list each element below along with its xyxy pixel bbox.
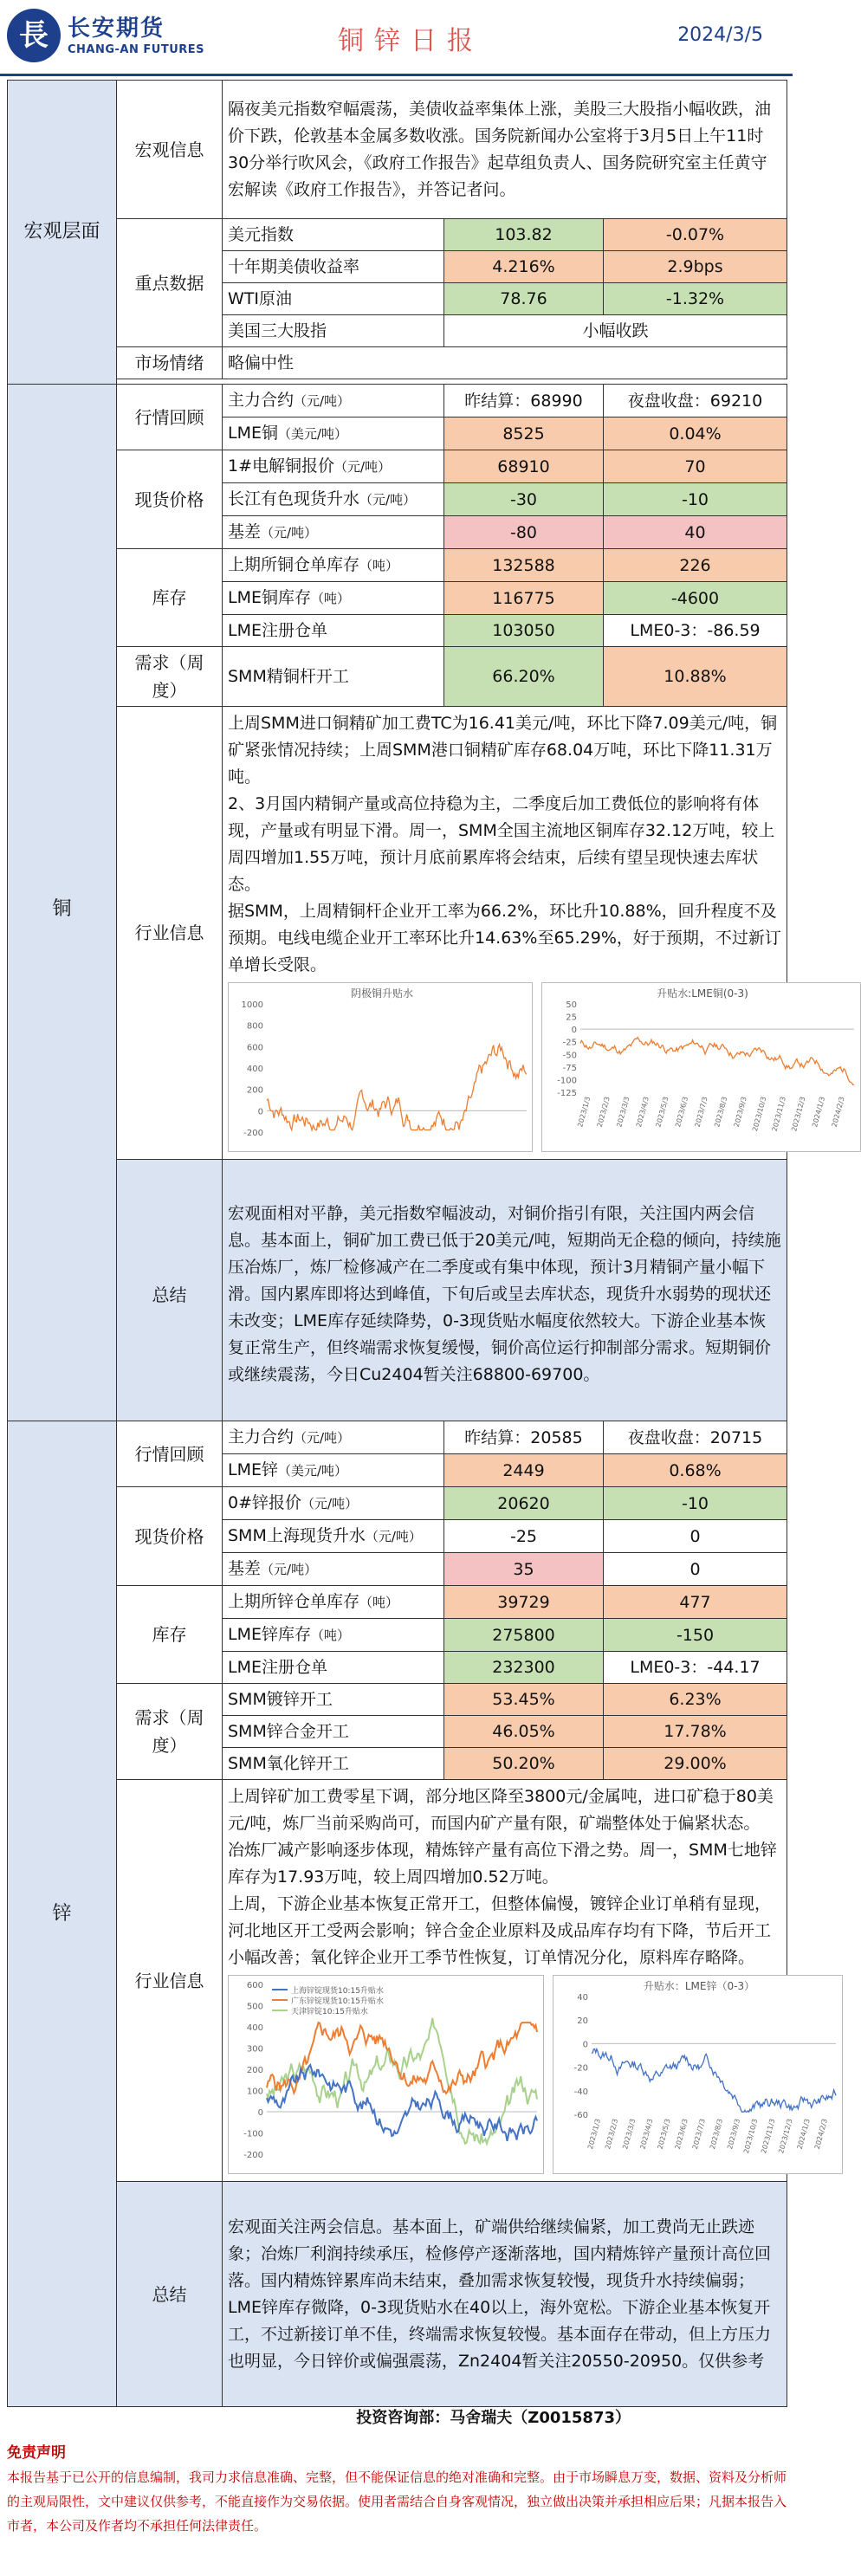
cu-demand-name: SMM精铜杆开工: [223, 647, 444, 707]
y-tick-label: 400: [246, 1065, 263, 1074]
x-tick-label: 2023/5/3: [656, 2118, 672, 2151]
zn-demand-label: 需求（周度）: [117, 1684, 223, 1780]
cu-stock-label: 库存: [117, 549, 223, 647]
x-tick-label: 2024/1/3: [795, 2118, 812, 2151]
cu-stock-v1: 116775: [444, 582, 604, 615]
cu-main-night: 夜盘收盘：69210: [604, 385, 787, 417]
zn-spot-v2: -10: [604, 1487, 787, 1520]
report-title: 铜锌日报: [338, 26, 483, 56]
x-tick-label: 2023/9/3: [725, 2118, 741, 2151]
y-tick-label: 1000: [241, 1000, 263, 1010]
section-zinc: 锌: [8, 1421, 117, 2407]
zn-summary-text: 宏观面关注两会信息。基本面上，矿端供给继续偏紧，加工费尚无止跌迹象；冶炼厂利润持续承压，检修停产逐渐落地，国内精炼锌产量预计高位回落。国内精炼锌累库尚未结束，叠加需求恢复较慢，现货升水持续偏弱；LME锌库存微降，0-3现货贴水在40以上，海外宽松。下游企业基本恢复开工，不过新接订单不佳，终端需求恢复较慢。基本面存在带动，但上方压力也明显，今日锌价或偏强震荡，Zn2404暂关注20550-20950。仅供参考: [223, 2182, 787, 2407]
y-tick-label: 0: [582, 2040, 588, 2050]
y-tick-label: 100: [246, 2087, 263, 2097]
y-tick-label: -20: [573, 2063, 588, 2074]
cu-spot-label: 现货价格: [117, 450, 223, 549]
y-tick-label: 40: [577, 1993, 588, 2003]
y-tick-label: 0: [257, 2108, 263, 2118]
zn-stock-name: 上期所锌仓单库存: [228, 1592, 360, 1611]
y-tick-label: -40: [573, 2087, 588, 2097]
disclaimer-text: 本报告基于已公开的信息编制，我司力求信息准确、完整，但不能保证信息的绝对准确和完整。由于市场瞬息万变，数据、资料及分析师的主观局限性，文中建议仅供参考，不能直接作为交易依据。使用者需结合自身客观情况，独立做出决策并承担相应后果；凡据本报告入市者，本公司及作者均不承担任何法律责任。: [7, 2469, 787, 2534]
zn-industry-text: 上周锌矿加工费零星下调，部分地区降至3800元/金属吨，进口矿稳于80美元/吨，炼厂当前采购尚可，而国内矿产量有限，矿端整体处于偏紧状态。 冶炼厂减产影响逐步体现，精炼锌产量有高位下滑之势。周一，SMM七地锌库存为17.93万吨，较上周四增加0.52万吨。 上周，下游企业基本恢复正常开工，但整体偏慢，镀锌企业订单稍有显现，河北地区开工受两会影响；锌合金企业原料及成品库存均有下降，节后开工小幅改善；氧化锌企业开工季节性恢复，订单情况分化，原料库存略降。: [228, 1787, 777, 1967]
zn-demand-v1: 46.05%: [444, 1716, 604, 1748]
chart-title: 阴极铜升贴水: [350, 987, 414, 1000]
zn-demand-v2: 17.78%: [604, 1716, 787, 1748]
macro-row-value: 78.76: [444, 283, 604, 315]
zn-spot-unit: （元/吨）: [301, 1496, 359, 1511]
x-tick-label: 2023/2/3: [596, 1096, 612, 1129]
x-tick-label: 2023/2/3: [603, 2118, 619, 2151]
x-tick-label: 2024/2/3: [812, 2118, 829, 2151]
cu-demand-v1: 66.20%: [444, 647, 604, 707]
zn-stock-label: 库存: [117, 1586, 223, 1684]
x-tick-label: 2023/5/3: [654, 1096, 670, 1129]
cu-spot-v1: -80: [444, 516, 604, 549]
zn-stock-v2: LME0-3：-44.17: [604, 1652, 787, 1684]
macro-info-label: 宏观信息: [117, 81, 223, 219]
disclaimer-title: 免责声明: [7, 2444, 66, 2462]
cu-stock-v2: 226: [604, 549, 787, 582]
macro-row-change: -0.07%: [604, 219, 787, 251]
x-tick-label: 2023/1/3: [576, 1096, 592, 1129]
zn-industry-label: 行业信息: [117, 1780, 223, 2182]
cu-spot-unit: （元/吨）: [261, 525, 318, 540]
disclaimer: [7, 2441, 787, 2538]
zn-main-name: 主力合约: [228, 1427, 295, 1447]
macro-row-value: 小幅收跌: [444, 315, 787, 347]
series-line: [267, 1045, 527, 1130]
company-name-en: CHANG-AN FUTURES: [68, 43, 205, 56]
macro-row-change: -1.32%: [604, 283, 787, 315]
x-tick-label: 2023/12/3: [790, 1096, 807, 1133]
y-tick-label: -200: [243, 2151, 263, 2160]
cu-main-prev: 昨结算：68990: [444, 385, 604, 417]
advisor-info: 投资咨询部：马舍瑞夫（Z0015873）: [356, 2409, 631, 2427]
cu-main-name: 主力合约: [228, 391, 295, 410]
x-tick-label: 2024/2/3: [831, 1096, 847, 1129]
zn-stock-v1: 232300: [444, 1652, 604, 1684]
zn-spot-label: 现货价格: [117, 1487, 223, 1586]
series-line: [267, 2023, 537, 2094]
zn-demand-name: SMM镀锌开工: [223, 1684, 444, 1716]
zn-stock-v1: 275800: [444, 1619, 604, 1652]
section-copper: 铜: [8, 385, 117, 1435]
zn-stock-v2: 477: [604, 1586, 787, 1619]
x-tick-label: 2023/3/3: [615, 1096, 631, 1129]
cu-lme-unit: （美元/吨）: [277, 426, 348, 442]
cu-summary-text: 宏观面相对平静，美元指数窄幅波动，对铜价指引有限，关注国内两会信息。基本面上，铜矿加工费已低于20美元/吨，短期尚无企稳的倾向，持续施压冶炼厂，炼厂检修减产在二季度或有集中体现，预计3月精铜产量小幅下滑。国内累库即将达到峰值，下旬后或呈去库状态，现货升水弱势的现状还未改变；LME库存延续降势，0-3现货贴水幅度依然较大。下游企业基本恢复正常生产，但终端需求恢复缓慢，铜价高位运行抑制部分需求。短期铜价或继续震荡，今日Cu2404暂关注68800-69700。: [223, 1160, 787, 1430]
zn-demand-v2: 29.00%: [604, 1748, 787, 1780]
x-tick-label: 2023/10/3: [741, 2118, 760, 2155]
x-tick-label: 2023/11/3: [759, 2118, 777, 2155]
zn-spot-name: SMM上海现货升水: [228, 1526, 366, 1545]
y-tick-label: -100: [557, 1076, 578, 1086]
y-tick-label: -125: [557, 1089, 578, 1098]
company-name: 长安期货: [68, 16, 165, 42]
x-tick-label: 2024/1/3: [811, 1096, 827, 1129]
cu-lme-name: LME铜: [228, 424, 278, 443]
sentiment-value: 略偏中性: [223, 347, 787, 379]
y-tick-label: 800: [246, 1021, 263, 1032]
zn-demand-name: SMM锌合金开工: [223, 1716, 444, 1748]
y-tick-label: 400: [246, 2023, 263, 2033]
legend-label: 广东锌锭现货10:15升贴水: [291, 1997, 384, 2006]
zn-lme-unit: （美元/吨）: [277, 1463, 348, 1479]
series-line: [592, 2049, 836, 2113]
chart-title: 升贴水：LME锌（0-3）: [643, 1980, 754, 1992]
cu-industry-text: 上周SMM进口铜精矿加工费TC为16.41美元/吨，环比下降7.09美元/吨，铜矿紧张情况持续；上周SMM港口铜精矿库存68.04万吨，环比下降11.31万吨。 2、3月国内精铜产量或高位持稳为主，二季度后加工费低位的影响将有体现，产量或有明显下滑。周一，SMM全国主流地区铜库存32.12万吨，较上周四增加1.55万吨，预计月底前累库将会结束，后续有望呈现快速去库状态。 据SMM，上周精铜杆企业开工率为66.2%，环比升10.88%，回升程度不及预期。电线电缆企业开工率环比升14.63%至65.29%，好于预期，不过新订单增长受限。: [228, 714, 781, 974]
zn-lme-v2: 0.68%: [604, 1454, 787, 1487]
sentiment-label: 市场情绪: [117, 347, 223, 379]
x-tick-label: 2023/9/3: [733, 1096, 749, 1129]
macro-info-text: 隔夜美元指数窄幅震荡，美债收益率集体上涨，美股三大股指小幅收跌，油价下跌，伦敦基本金属多数收涨。国务院新闻办公室将于3月5日上午11时30分举行吹风会，《政府工作报告》起草组负责人、国务院研究室主任黄守宏解读《政府工作报告》，并答记者问。: [223, 81, 787, 219]
cu-spot-unit: （元/吨）: [334, 459, 392, 475]
x-tick-label: 2023/12/3: [777, 2118, 794, 2155]
macro-row-name: 十年期美债收益率: [223, 251, 444, 283]
zn-stock-unit: （吨）: [310, 1628, 350, 1643]
cu-industry-label: 行业信息: [117, 707, 223, 1160]
y-tick-label: 25: [566, 1013, 578, 1023]
zn-spot-name: 0#锌报价: [228, 1493, 302, 1512]
zn-stock-name: LME锌库存: [228, 1625, 311, 1644]
cu-premium-chart: [228, 982, 533, 1152]
y-tick-label: -50: [563, 1051, 578, 1061]
zn-stock-v1: 39729: [444, 1586, 604, 1619]
y-tick-label: 600: [246, 1981, 263, 1990]
cu-quote-label: 行情回顾: [117, 385, 223, 450]
zn-main-unit: （元/吨）: [294, 1430, 351, 1446]
x-tick-label: 2023/7/3: [694, 1096, 710, 1129]
zn-lme-v1: 2449: [444, 1454, 604, 1487]
x-tick-label: 2023/6/3: [673, 2118, 689, 2151]
cu-spot-v2: 40: [604, 516, 787, 549]
x-tick-label: 2023/4/3: [638, 2118, 655, 2151]
report-date: 2024/3/5: [677, 24, 763, 46]
x-tick-label: 2023/7/3: [690, 2118, 707, 2151]
cu-demand-v2: 10.88%: [604, 647, 787, 707]
y-tick-label: 50: [566, 1000, 578, 1010]
cu-spot-v2: -10: [604, 483, 787, 516]
zn-quote-label: 行情回顾: [117, 1421, 223, 1487]
report-header: [0, 0, 793, 76]
cu-stock-v1: 103050: [444, 615, 604, 647]
y-tick-label: 0: [572, 1026, 578, 1036]
cu-stock-v2: LME0-3：-86.59: [604, 615, 787, 647]
cu-main-unit: （元/吨）: [294, 393, 351, 409]
cu-stock-unit: （吨）: [310, 591, 350, 606]
zn-stock-name: LME注册仓单: [228, 1658, 327, 1677]
y-tick-label: 20: [577, 2016, 588, 2027]
cu-lme-v1: 8525: [444, 417, 604, 450]
cu-demand-label: 需求（周度）: [117, 647, 223, 707]
cu-stock-name: LME铜库存: [228, 588, 311, 607]
y-tick-label: -25: [563, 1038, 578, 1048]
x-tick-label: 2023/8/3: [708, 2118, 724, 2151]
y-tick-label: 300: [246, 2044, 263, 2055]
cu-stock-v1: 132588: [444, 549, 604, 582]
y-tick-label: -200: [243, 1129, 263, 1138]
report-table: [7, 80, 847, 1435]
cu-stock-unit: （吨）: [359, 558, 399, 573]
zn-spot-v1: 35: [444, 1553, 604, 1586]
zn-lme-name: LME锌: [228, 1460, 278, 1479]
x-tick-label: 2023/8/3: [713, 1096, 729, 1129]
cu-spot-unit: （元/吨）: [359, 492, 417, 508]
cu-lme-spread-chart: [541, 982, 860, 1152]
cu-spot-v1: -30: [444, 483, 604, 516]
y-tick-label: 600: [246, 1043, 263, 1053]
macro-row-name: 美国三大股指: [223, 315, 444, 347]
y-tick-label: 200: [246, 2066, 263, 2075]
zn-spot-unit: （元/吨）: [365, 1529, 422, 1544]
cu-lme-v2: 0.04%: [604, 417, 787, 450]
cu-spot-name: 长江有色现货升水: [228, 489, 360, 508]
macro-row-name: 美元指数: [223, 219, 444, 251]
x-tick-label: 2023/6/3: [674, 1096, 690, 1129]
zn-stock-unit: （吨）: [359, 1595, 399, 1610]
cu-summary-label: 总结: [117, 1160, 223, 1430]
zinc-table: [7, 1421, 829, 2407]
y-tick-label: -60: [573, 2111, 588, 2120]
y-tick-label: 500: [246, 2002, 263, 2012]
zn-premium-chart: [228, 1975, 544, 2174]
zn-lme-spread-chart: [553, 1975, 843, 2174]
y-tick-label: -100: [243, 2129, 263, 2139]
cu-stock-v2: -4600: [604, 582, 787, 615]
zn-demand-v2: 6.23%: [604, 1684, 787, 1716]
zn-spot-v1: -25: [444, 1520, 604, 1553]
y-tick-label: -75: [563, 1063, 578, 1073]
zn-summary-label: 总结: [117, 2182, 223, 2407]
section-macro: 宏观层面: [8, 81, 117, 385]
cu-spot-v2: 70: [604, 450, 787, 483]
y-tick-label: 200: [246, 1085, 263, 1096]
x-tick-label: 2023/11/3: [770, 1096, 788, 1133]
cu-stock-name: 上期所铜仓单库存: [228, 555, 360, 574]
series-line: [580, 1038, 854, 1085]
legend-label: 天津锌锭10:15升贴水: [291, 2008, 368, 2016]
chart-title: 升贴水:LME铜(0-3): [657, 987, 749, 1000]
zn-spot-name: 基差: [228, 1559, 262, 1578]
y-tick-label: 0: [257, 1107, 263, 1117]
zn-demand-v1: 50.20%: [444, 1748, 604, 1780]
x-tick-label: 2023/4/3: [635, 1096, 651, 1129]
zn-stock-v2: -150: [604, 1619, 787, 1652]
legend-label: 上海锌锭现货10:15升贴水: [291, 1987, 384, 1996]
macro-row-value: 4.216%: [444, 251, 604, 283]
zn-spot-v2: 0: [604, 1553, 787, 1586]
cu-spot-name: 基差: [228, 522, 262, 541]
macro-row-name: WTI原油: [223, 283, 444, 315]
zn-spot-v1: 20620: [444, 1487, 604, 1520]
x-tick-label: 2023/1/3: [586, 2118, 602, 2151]
zn-spot-unit: （元/吨）: [261, 1562, 318, 1577]
zn-spot-v2: 0: [604, 1520, 787, 1553]
x-tick-label: 2023/3/3: [621, 2118, 638, 2151]
zn-demand-name: SMM氧化锌开工: [223, 1748, 444, 1780]
x-tick-label: 2023/10/3: [751, 1096, 768, 1133]
key-data-label: 重点数据: [117, 219, 223, 347]
cu-stock-name: LME注册仓单: [228, 621, 327, 640]
macro-row-value: 103.82: [444, 219, 604, 251]
zn-main-night: 夜盘收盘：20715: [604, 1421, 787, 1454]
company-logo-icon: 長: [7, 9, 61, 62]
zn-demand-v1: 53.45%: [444, 1684, 604, 1716]
zn-main-prev: 昨结算：20585: [444, 1421, 604, 1454]
macro-row-change: 2.9bps: [604, 251, 787, 283]
cu-spot-v1: 68910: [444, 450, 604, 483]
cu-spot-name: 1#电解铜报价: [228, 456, 335, 476]
